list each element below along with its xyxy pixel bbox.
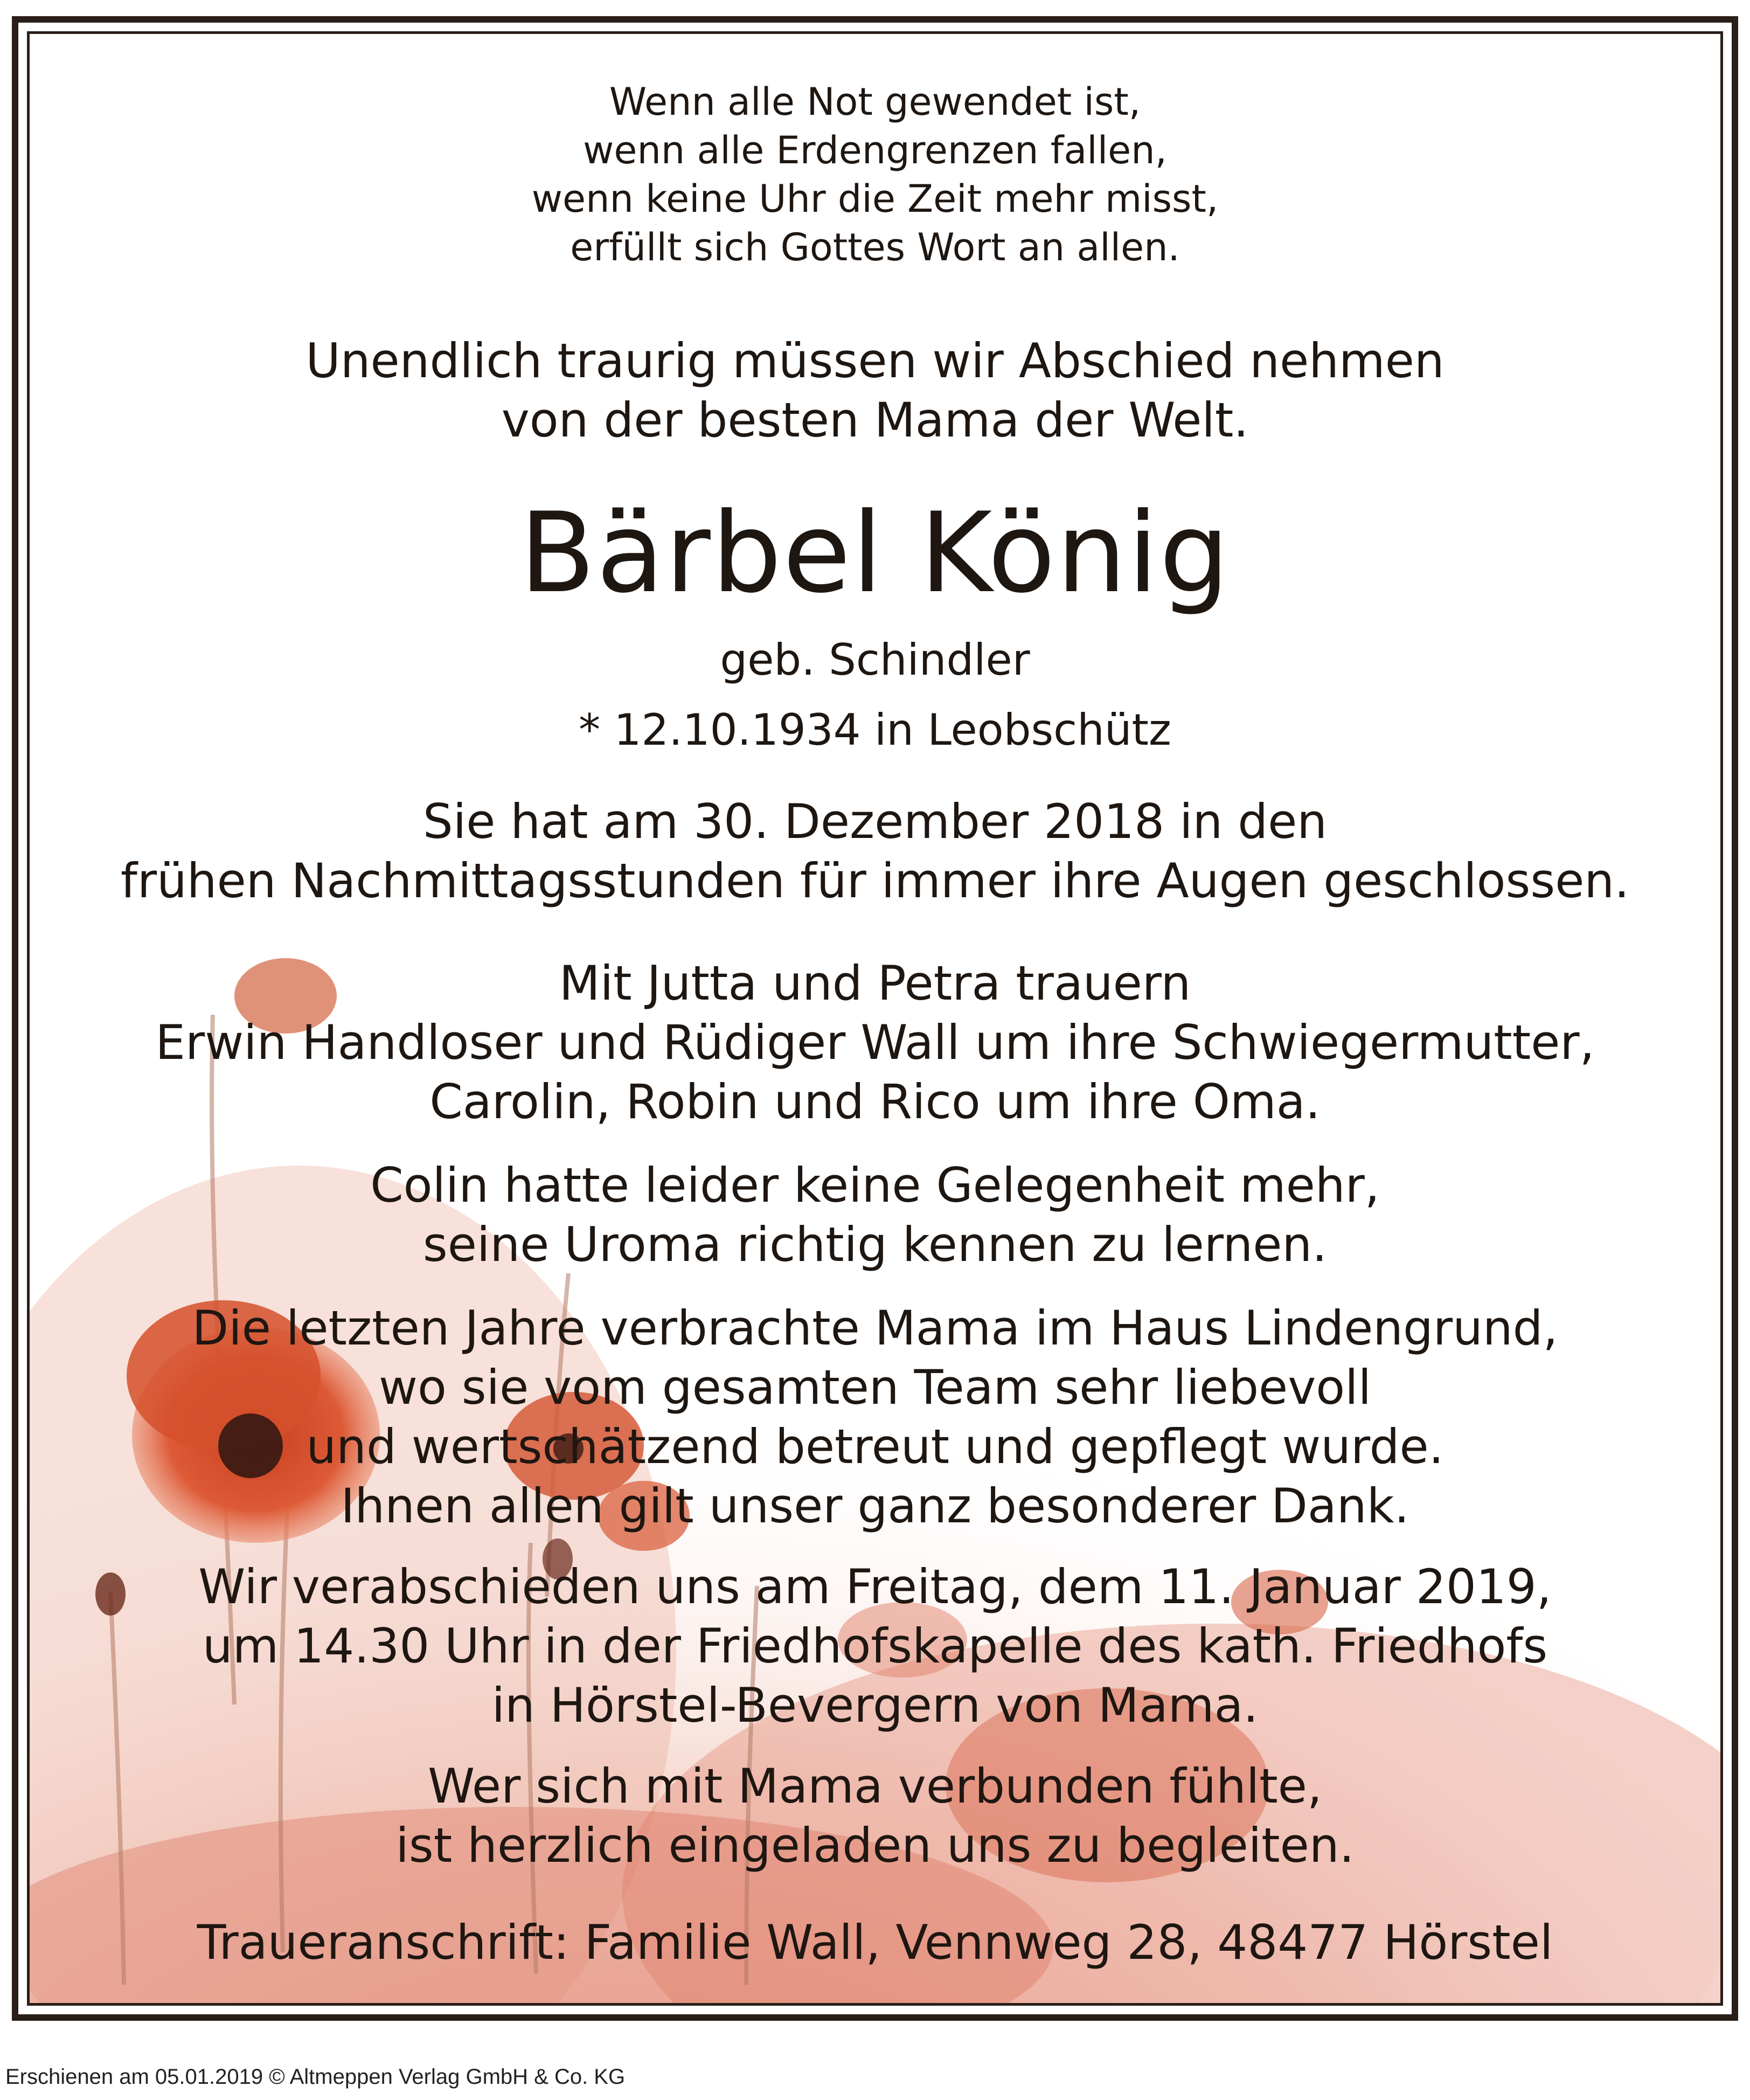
mourners-line: Carolin, Robin und Rico um ihre Oma. [429, 1074, 1321, 1129]
poem-line: wenn keine Uhr die Zeit mehr misst, [531, 177, 1219, 221]
death-notice-line: frühen Nachmittagsstunden für immer ihre Augen geschlossen. [120, 853, 1630, 909]
funeral-line: in Hörstel-Bevergern von Mama. [491, 1678, 1259, 1733]
publication-credit: Erschienen am 05.01.2019 © Altmeppen Verlag GmbH & Co. KG [5, 2065, 626, 2089]
thanks-line: wo sie vom gesamten Team sehr liebevoll [378, 1360, 1372, 1415]
poem-line: wenn alle Erdengrenzen fallen, [583, 128, 1167, 172]
thanks-line: und wertschätzend betreut und gepflegt wurde. [306, 1419, 1444, 1474]
birth-date: * 12.10.1934 in Leobschütz [579, 705, 1171, 755]
great-grandchild-line: Colin hatte leider keine Gelegenheit mehr, [370, 1158, 1380, 1213]
thanks-line: Die letzten Jahre verbrachte Mama im Haus Lindengrund, [192, 1300, 1558, 1356]
invitation-line: Wer sich mit Mama verbunden fühlte, [428, 1758, 1322, 1814]
great-grandchild-line: seine Uroma richtig kennen zu lernen. [422, 1217, 1328, 1272]
mourning-address: Traueranschrift: Familie Wall, Vennweg 28, 48477 Hörstel [197, 1915, 1553, 1970]
mourners-line: Erwin Handloser und Rüdiger Wall um ihre Schwiegermutter, [155, 1015, 1595, 1070]
funeral-line: Wir verabschieden uns am Freitag, dem 11. Januar 2019, [198, 1559, 1552, 1614]
deceased-name: Bärbel König [519, 489, 1231, 618]
poem-line: erfüllt sich Gottes Wort an allen. [570, 225, 1180, 269]
invitation-line: ist herzlich eingeladen uns zu begleiten. [395, 1818, 1355, 1873]
poem-line: Wenn alle Not gewendet ist, [609, 80, 1141, 124]
intro-line: Unendlich traurig müssen wir Abschied nehmen [305, 333, 1445, 389]
death-notice-line: Sie hat am 30. Dezember 2018 in den [422, 794, 1328, 849]
notice-panel [27, 31, 1723, 2006]
thanks-line: Ihnen allen gilt unser ganz besonderer Dank. [341, 1478, 1409, 1534]
intro-line: von der besten Mama der Welt. [501, 392, 1249, 448]
funeral-line: um 14.30 Uhr in der Friedhofskapelle des kath. Friedhofs [202, 1618, 1548, 1674]
maiden-name: geb. Schindler [720, 635, 1030, 685]
mourners-line: Mit Jutta und Petra trauern [559, 955, 1191, 1011]
